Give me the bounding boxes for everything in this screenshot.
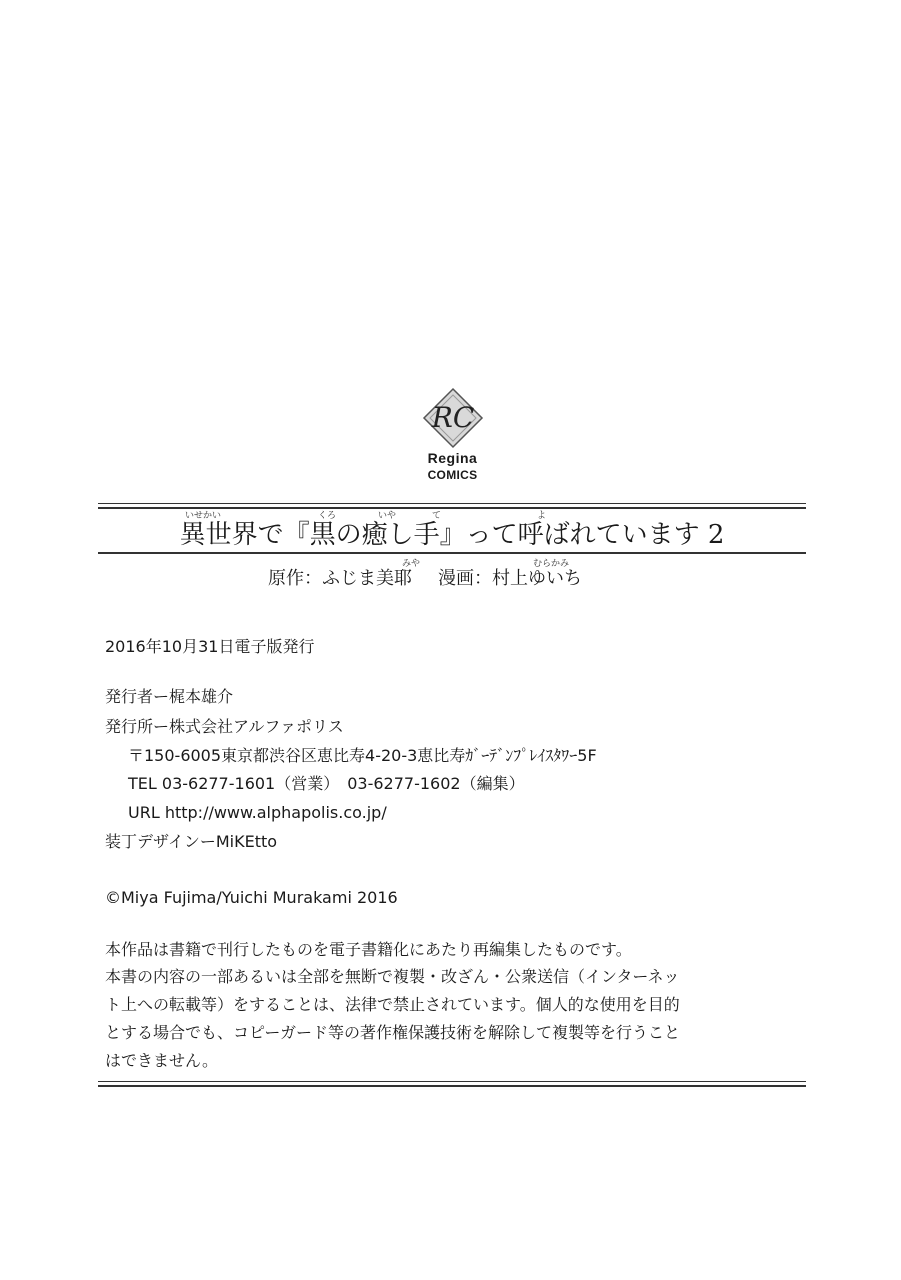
notice-line: ト上への転載等）をすることは、法律で禁止されています。個人的な使用を目的 (105, 995, 680, 1014)
notice-line: 本書の内容の一部あるいは全部を無断で複製・改ざん・公衆送信（インターネッ (105, 967, 680, 986)
manga-label: 漫画： (438, 568, 492, 589)
regina-comics-logo (400, 385, 505, 500)
publisher-company: 発行所ー株式会社アルファポリス (105, 717, 344, 736)
notice-line: はできません。 (105, 1051, 218, 1070)
credits-line (268, 565, 582, 593)
notice-line: とする場合でも、コピーガード等の著作権保護技術を解除して複製等を行うこと (105, 1023, 681, 1042)
original-author: ふじま美耶 (322, 568, 412, 589)
ruby-yo: よ (537, 511, 547, 521)
manga-artist: 村上ゆいち (492, 568, 582, 589)
logo-sub: COMICS (427, 468, 478, 482)
book-title: 異世界で『黒の癒し手』って呼ばれています 2 (179, 520, 725, 550)
publisher-url: URL http://www.alphapolis.co.jp/ (128, 803, 387, 822)
copyright: ©Miya Fujima/Yuichi Murakami 2016 (105, 888, 398, 907)
notice-line: 本作品は書籍で刊行したものを電子書籍化にあたり再編集したものです。 (105, 940, 632, 959)
ruby-isekai: いせかい (185, 511, 222, 521)
ruby-miya: みや (402, 559, 421, 569)
publisher-person: 発行者ー梶本雄介 (105, 687, 234, 706)
title-top-rule (98, 503, 806, 504)
design-credit: 装丁デザインーMiKEtto (105, 832, 278, 851)
ruby-te: て (432, 511, 442, 521)
ruby-kuro: くろ (318, 511, 337, 521)
original-label: 原作： (268, 568, 322, 589)
logo-name: Regina (427, 450, 478, 466)
bottom-rule-thick (98, 1085, 806, 1087)
release-date: 2016年10月31日電子版発行 (105, 637, 315, 656)
ruby-murakami: むらかみ (533, 559, 570, 569)
ruby-iyashi: いや (378, 511, 397, 521)
rc-emblem-icon (414, 385, 492, 453)
logo-mark-text: RC (431, 401, 475, 434)
bottom-rule (98, 1081, 806, 1082)
publisher-address: 〒150-6005東京都渋谷区恵比寿4-20-3恵比寿ｶﾞｰﾃﾞﾝﾌﾟﾚｲｽﾀﾜｰ5F (128, 746, 597, 765)
title-bottom-rule (98, 552, 806, 554)
publisher-tel: TEL 03-6277-1601（営業） 03-6277-1602（編集） (128, 774, 525, 793)
